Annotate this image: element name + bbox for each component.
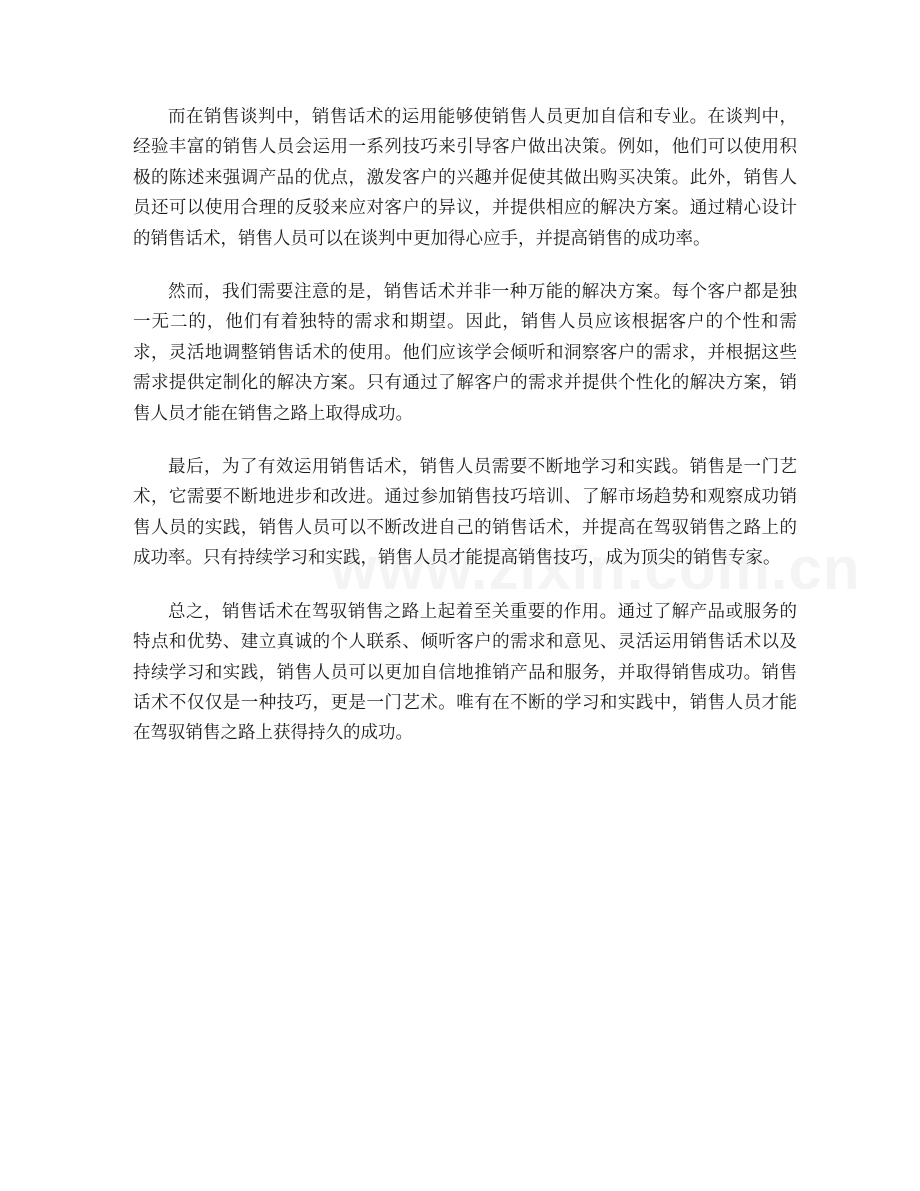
paragraph-learning: 最后，为了有效运用销售话术，销售人员需要不断地学习和实践。销售是一门艺术，它需要不断地进步和改进。通过参加销售技巧培训、了解市场趋势和观察成功销售人员的实践，销售人员可以不断改进自己的销售话术，并提高在驾驭销售之路上的成功率。只有持续学习和实践，销售人员才能提高销售技巧，成为顶尖的销售专家。 [133, 457, 797, 569]
document-body [133, 102, 797, 772]
paragraph-customization: 然而，我们需要注意的是，销售话术并非一种万能的解决方案。每个客户都是独一无二的，他们有着独特的需求和期望。因此，销售人员应该根据客户的个性和需求，灵活地调整销售话术的使用。他们应该学会倾听和洞察客户的需求，并根据这些需求提供定制化的解决方案。只有通过了解客户的需求并提供个性化的解决方案，销售人员才能在销售之路上取得成功。 [133, 282, 797, 424]
paragraph-negotiation: 而在销售谈判中，销售话术的运用能够使销售人员更加自信和专业。在谈判中，经验丰富的销售人员会运用一系列技巧来引导客户做出决策。例如，他们可以使用积极的陈述来强调产品的优点，激发客户的兴趣并促使其做出购买决策。此外，销售人员还可以使用合理的反驳来应对客户的异议，并提供相应的解决方案。通过精心设计的销售话术，销售人员可以在谈判中更加得心应手，并提高销售的成功率。 [133, 107, 797, 249]
paragraph-conclusion: 总之，销售话术在驾驭销售之路上起着至关重要的作用。通过了解产品或服务的特点和优势、建立真诚的个人联系、倾听客户的需求和意见、灵活运用销售话术以及持续学习和实践，销售人员可以更加自信地推销产品和服务，并取得销售成功。销售话术不仅仅是一种技巧，更是一门艺术。唯有在不断的学习和实践中，销售人员才能在驾驭销售之路上获得持久的成功。 [133, 601, 797, 744]
